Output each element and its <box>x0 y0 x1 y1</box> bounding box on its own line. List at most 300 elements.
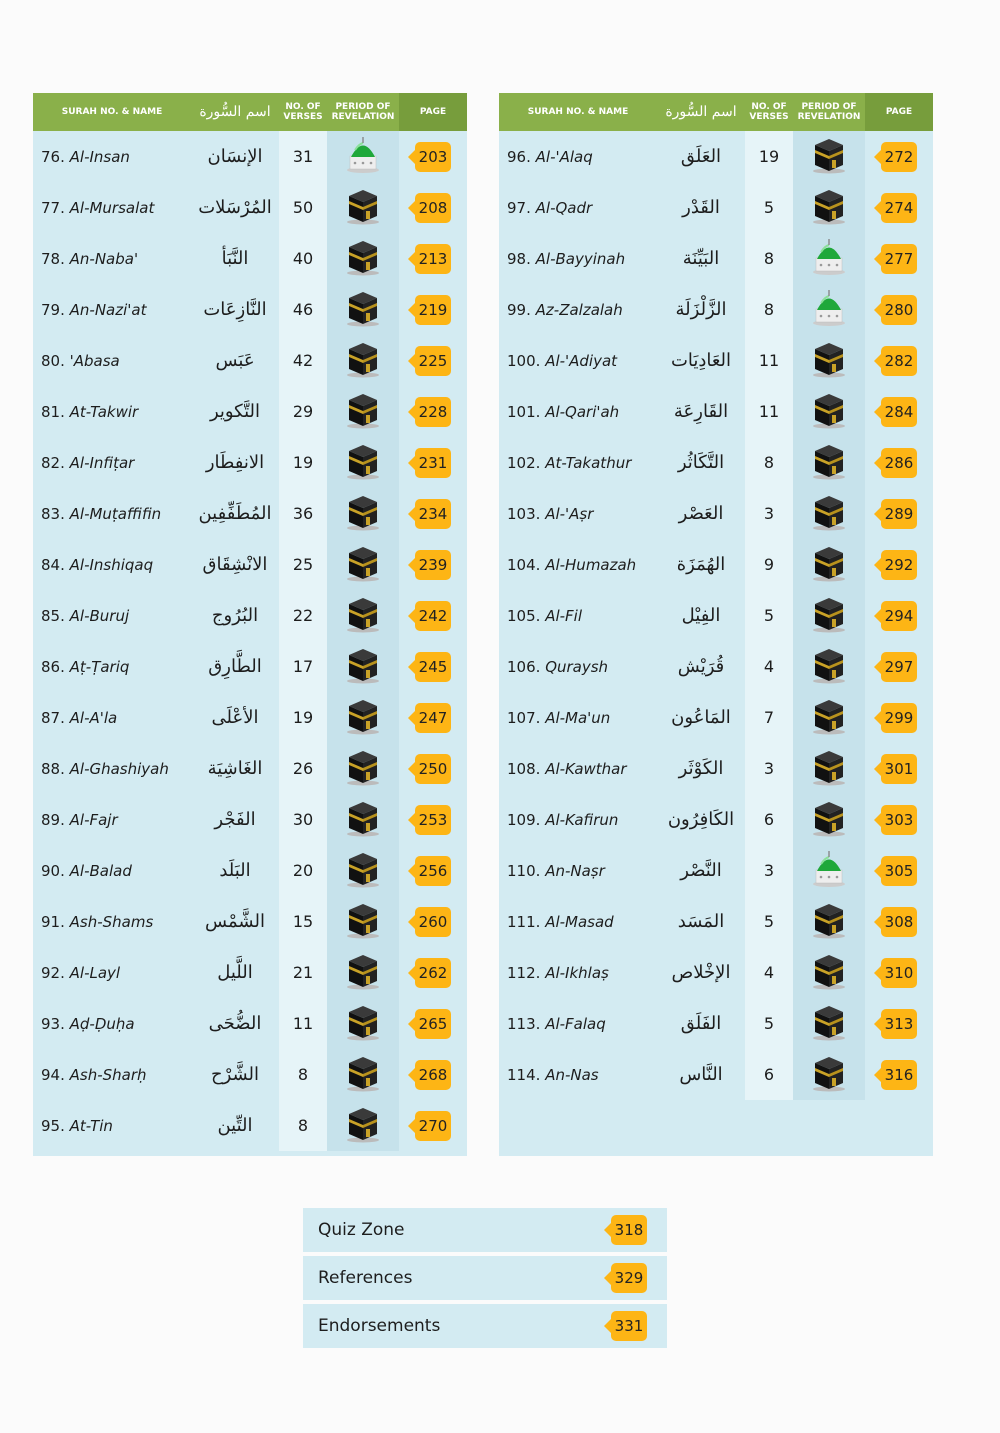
verse-count: 8 <box>745 284 793 335</box>
page-number-badge[interactable]: 280 <box>881 295 917 325</box>
makkah-kaaba-icon <box>811 136 847 178</box>
table-row[interactable] <box>33 794 467 845</box>
verse-count: 3 <box>745 845 793 896</box>
makkah-kaaba-icon <box>345 544 381 586</box>
surah-name <box>499 301 657 319</box>
arabic-name: النَّصْر <box>680 860 722 881</box>
surah-name <box>33 1015 191 1033</box>
revelation-period <box>327 590 399 641</box>
revelation-period <box>793 182 865 233</box>
page-number-badge[interactable]: 260 <box>415 907 451 937</box>
surah-name <box>499 352 657 370</box>
header-arabic: اسم السُّورة <box>199 104 271 120</box>
makkah-kaaba-icon <box>345 289 381 331</box>
surah-name <box>33 403 191 421</box>
table-row[interactable] <box>33 182 467 233</box>
revelation-period <box>793 794 865 845</box>
table-row[interactable] <box>499 488 933 539</box>
surah-name-text: Al-'Aṣr <box>545 504 594 523</box>
page-number-badge[interactable]: 303 <box>881 805 917 835</box>
extra-section-row[interactable] <box>303 1304 667 1348</box>
table-row[interactable] <box>33 233 467 284</box>
page-number-badge[interactable]: 318 <box>611 1215 647 1245</box>
surah-name-text: Al-'Alaq <box>535 147 593 166</box>
surah-number: 103. <box>507 504 541 523</box>
arabic-name: التِّين <box>217 1115 253 1136</box>
page-cell <box>865 692 933 743</box>
surah-name <box>499 250 657 268</box>
table-row[interactable] <box>33 1049 467 1100</box>
verse-count: 5 <box>745 182 793 233</box>
page-cell <box>399 1049 467 1100</box>
surah-name <box>499 556 657 574</box>
makkah-kaaba-icon <box>811 1054 847 1096</box>
surah-name <box>33 964 191 982</box>
surah-name-text: Aḍ-Ḍuḥa <box>69 1014 135 1033</box>
arabic-name: البَلَد <box>219 860 251 881</box>
verse-count: 11 <box>745 386 793 437</box>
surah-name-text: Al-Qari'ah <box>545 402 620 421</box>
revelation-period <box>793 998 865 1049</box>
arabic-name: النَّاس <box>679 1064 723 1085</box>
table-row[interactable] <box>499 590 933 641</box>
surah-name <box>499 862 657 880</box>
page-number-badge[interactable]: 329 <box>611 1263 647 1293</box>
page-number-badge[interactable]: 250 <box>415 754 451 784</box>
page-cell <box>865 233 933 284</box>
page-cell <box>399 590 467 641</box>
verse-count: 3 <box>745 488 793 539</box>
surah-name <box>499 403 657 421</box>
surah-name <box>499 1066 657 1084</box>
surah-name <box>33 148 191 166</box>
verse-count: 5 <box>745 998 793 1049</box>
arabic-name: عَبَس <box>215 350 255 371</box>
page-number-badge[interactable]: 247 <box>415 703 451 733</box>
table-row[interactable] <box>499 743 933 794</box>
verse-count: 6 <box>745 794 793 845</box>
surah-number: 87. <box>41 708 65 727</box>
revelation-period <box>327 233 399 284</box>
page-number-badge[interactable]: 313 <box>881 1009 917 1039</box>
arabic-name: الغَاشِيَة <box>207 758 263 779</box>
surah-name-text: Al-Insan <box>69 147 130 166</box>
table-body <box>33 131 467 1156</box>
surah-name-text: Al-Inshiqaq <box>69 555 154 574</box>
makkah-kaaba-icon <box>345 1105 381 1147</box>
table-row[interactable] <box>499 1049 933 1100</box>
makkah-kaaba-icon <box>811 1003 847 1045</box>
verse-count: 42 <box>279 335 327 386</box>
makkah-kaaba-icon <box>345 901 381 943</box>
surah-name-text: At-Takwir <box>69 402 139 421</box>
surah-name-text: Aṭ-Ṭariq <box>69 657 130 676</box>
arabic-name: الشَّرْح <box>210 1064 260 1085</box>
extra-section-row[interactable] <box>303 1256 667 1300</box>
verse-count: 29 <box>279 386 327 437</box>
table-row[interactable] <box>499 386 933 437</box>
page-number-badge[interactable]: 277 <box>881 244 917 274</box>
makkah-kaaba-icon <box>811 697 847 739</box>
verse-count: 8 <box>279 1049 327 1100</box>
page-number-badge[interactable]: 308 <box>881 907 917 937</box>
page-cell <box>399 386 467 437</box>
page-cell <box>865 743 933 794</box>
arabic-name: الضُّحَى <box>208 1013 262 1034</box>
table-row[interactable] <box>499 437 933 488</box>
table-row[interactable] <box>33 590 467 641</box>
page-number-badge[interactable]: 292 <box>881 550 917 580</box>
extra-section-row[interactable] <box>303 1208 667 1252</box>
revelation-period <box>327 1049 399 1100</box>
revelation-period <box>793 641 865 692</box>
makkah-kaaba-icon <box>811 595 847 637</box>
verse-count: 40 <box>279 233 327 284</box>
table-row[interactable] <box>499 284 933 335</box>
arabic-name: الإخْلاص <box>671 962 731 983</box>
surah-name <box>499 709 657 727</box>
surah-number: 99. <box>507 300 531 319</box>
table-row[interactable] <box>499 182 933 233</box>
surah-number: 104. <box>507 555 541 574</box>
surah-name-text: Ash-Sharḥ <box>69 1065 147 1084</box>
makkah-kaaba-icon <box>811 646 847 688</box>
madinah-dome-icon <box>811 238 847 280</box>
table-row[interactable] <box>499 233 933 284</box>
table-body <box>499 131 933 1156</box>
surah-name <box>499 811 657 829</box>
page-number-badge[interactable]: 268 <box>415 1060 451 1090</box>
page-cell <box>865 335 933 386</box>
verse-count: 20 <box>279 845 327 896</box>
arabic-name: القَدْر <box>682 197 720 218</box>
revelation-period <box>327 1100 399 1151</box>
table-row[interactable] <box>33 743 467 794</box>
table-row[interactable] <box>33 1100 467 1151</box>
verse-count: 19 <box>279 437 327 488</box>
revelation-period <box>793 539 865 590</box>
verse-count: 11 <box>745 335 793 386</box>
surah-number: 80. <box>41 351 65 370</box>
extra-section-label: Endorsements <box>318 1316 441 1336</box>
table-row[interactable] <box>33 539 467 590</box>
page-number-badge[interactable]: 228 <box>415 397 451 427</box>
surah-name-text: Al-Fajr <box>69 810 118 829</box>
revelation-period <box>327 896 399 947</box>
page-number-badge[interactable]: 256 <box>415 856 451 886</box>
arabic-name: الإنسَان <box>207 146 263 167</box>
arabic-name: الانْشِقَاق <box>202 554 268 575</box>
makkah-kaaba-icon <box>811 799 847 841</box>
surah-name-text: Al-Buruj <box>69 606 130 625</box>
page-cell <box>399 233 467 284</box>
revelation-period <box>793 437 865 488</box>
page-number-badge[interactable]: 219 <box>415 295 451 325</box>
revelation-period <box>793 488 865 539</box>
surah-name <box>499 1015 657 1033</box>
page-cell <box>399 692 467 743</box>
makkah-kaaba-icon <box>811 391 847 433</box>
header-name: SURAH NO. & NAME <box>61 107 163 117</box>
arabic-name: الأعْلَى <box>211 707 259 728</box>
verse-count: 26 <box>279 743 327 794</box>
surah-number: 106. <box>507 657 541 676</box>
arabic-name: التَّكَاثُر <box>677 452 725 473</box>
page-number-badge[interactable]: 274 <box>881 193 917 223</box>
makkah-kaaba-icon <box>811 442 847 484</box>
page-number-badge[interactable]: 239 <box>415 550 451 580</box>
table-row[interactable] <box>33 641 467 692</box>
surah-name <box>33 811 191 829</box>
surah-name-text: Al-Ghashiyah <box>69 759 169 778</box>
surah-number: 107. <box>507 708 541 727</box>
surah-number: 93. <box>41 1014 65 1033</box>
arabic-name: النَّازِعَات <box>203 299 267 320</box>
page-number-badge[interactable]: 272 <box>881 142 917 172</box>
surah-number: 92. <box>41 963 65 982</box>
makkah-kaaba-icon <box>345 952 381 994</box>
table-row[interactable] <box>33 845 467 896</box>
surah-name <box>499 199 657 217</box>
surah-name-text: Az-Zalzalah <box>535 300 623 319</box>
page-number-badge[interactable]: 299 <box>881 703 917 733</box>
revelation-period <box>327 182 399 233</box>
surah-name <box>33 658 191 676</box>
surah-name-text: Al-'Adiyat <box>545 351 618 370</box>
page-number-badge[interactable]: 234 <box>415 499 451 529</box>
page-cell <box>399 539 467 590</box>
page-number-badge[interactable]: 245 <box>415 652 451 682</box>
page-number-badge[interactable]: 270 <box>415 1111 451 1141</box>
page-number-badge[interactable]: 284 <box>881 397 917 427</box>
surah-name-text: Al-Qadr <box>535 198 593 217</box>
revelation-period <box>793 335 865 386</box>
table-row[interactable] <box>499 794 933 845</box>
page-cell <box>865 641 933 692</box>
revelation-period <box>327 947 399 998</box>
page-cell <box>865 386 933 437</box>
page-number-badge[interactable]: 286 <box>881 448 917 478</box>
surah-name-text: Al-Infiṭar <box>69 453 135 472</box>
arabic-name: المَسَد <box>677 911 725 932</box>
surah-number: 109. <box>507 810 541 829</box>
header-verses: NO. OF VERSES <box>283 102 323 122</box>
page-cell <box>399 284 467 335</box>
makkah-kaaba-icon <box>811 544 847 586</box>
page-number-badge[interactable]: 265 <box>415 1009 451 1039</box>
surah-name-text: Al-A'la <box>69 708 118 727</box>
table-row[interactable] <box>33 488 467 539</box>
surah-name-text: Quraysh <box>545 657 609 676</box>
header-arabic: اسم السُّورة <box>665 104 737 120</box>
table-row[interactable] <box>33 692 467 743</box>
page-number-badge[interactable]: 282 <box>881 346 917 376</box>
page-number-badge[interactable]: 305 <box>881 856 917 886</box>
madinah-dome-icon <box>345 136 381 178</box>
table-row[interactable] <box>33 947 467 998</box>
arabic-name: الشَّمْس <box>205 911 265 932</box>
arabic-name: البَيِّنَة <box>682 248 720 269</box>
verse-count: 25 <box>279 539 327 590</box>
surah-name <box>499 607 657 625</box>
surah-number: 77. <box>41 198 65 217</box>
verse-count: 22 <box>279 590 327 641</box>
surah-number: 98. <box>507 249 531 268</box>
surah-name <box>33 1117 191 1135</box>
surah-number: 97. <box>507 198 531 217</box>
table-row[interactable] <box>499 947 933 998</box>
surah-name <box>33 199 191 217</box>
table-row[interactable] <box>33 998 467 1049</box>
arabic-name: التَّكوير <box>209 401 261 422</box>
page-number-badge[interactable]: 225 <box>415 346 451 376</box>
page-number-badge[interactable]: 208 <box>415 193 451 223</box>
page-cell <box>399 896 467 947</box>
surah-number: 110. <box>507 861 541 880</box>
page-cell <box>399 641 467 692</box>
surah-name <box>499 964 657 982</box>
page-cell <box>865 947 933 998</box>
verse-count: 21 <box>279 947 327 998</box>
table-row[interactable] <box>33 437 467 488</box>
page-number-badge[interactable]: 203 <box>415 142 451 172</box>
extra-section-label: Quiz Zone <box>318 1220 405 1240</box>
page-number-badge[interactable]: 213 <box>415 244 451 274</box>
page-number-badge[interactable]: 231 <box>415 448 451 478</box>
surah-number: 94. <box>41 1065 65 1084</box>
makkah-kaaba-icon <box>345 187 381 229</box>
table-row[interactable] <box>499 896 933 947</box>
verse-count: 8 <box>279 1100 327 1151</box>
revelation-period <box>793 896 865 947</box>
page-cell <box>865 794 933 845</box>
page-cell <box>865 1049 933 1100</box>
surah-number: 78. <box>41 249 65 268</box>
extra-sections <box>303 1208 667 1352</box>
verse-count: 8 <box>745 233 793 284</box>
revelation-period <box>327 641 399 692</box>
toc-table-right <box>499 93 933 1156</box>
revelation-period <box>327 845 399 896</box>
page-number-badge[interactable]: 310 <box>881 958 917 988</box>
table-row[interactable] <box>33 386 467 437</box>
revelation-period <box>327 488 399 539</box>
table-row[interactable] <box>499 539 933 590</box>
revelation-period <box>793 692 865 743</box>
page-cell <box>399 794 467 845</box>
table-row[interactable] <box>499 845 933 896</box>
verse-count: 3 <box>745 743 793 794</box>
surah-name <box>499 760 657 778</box>
madinah-dome-icon <box>811 289 847 331</box>
makkah-kaaba-icon <box>345 391 381 433</box>
arabic-name: المَاعُون <box>671 707 731 728</box>
surah-name <box>33 913 191 931</box>
arabic-name: البُرُوج <box>211 605 259 626</box>
makkah-kaaba-icon <box>345 646 381 688</box>
surah-name <box>499 658 657 676</box>
surah-number: 89. <box>41 810 65 829</box>
table-row[interactable] <box>499 998 933 1049</box>
surah-name-text: Al-Ikhlaṣ <box>545 963 609 982</box>
arabic-name: المُرْسَلات <box>198 197 272 218</box>
surah-name-text: Al-Fil <box>545 606 582 625</box>
verse-count: 19 <box>745 131 793 182</box>
page-number-badge[interactable]: 262 <box>415 958 451 988</box>
table-row[interactable] <box>33 284 467 335</box>
page-cell <box>865 131 933 182</box>
surah-name-text: An-Nazi'at <box>69 300 147 319</box>
page-number-badge[interactable]: 331 <box>611 1311 647 1341</box>
verse-count: 6 <box>745 1049 793 1100</box>
verse-count: 17 <box>279 641 327 692</box>
surah-name-text: Al-Muṭaffifin <box>69 504 162 523</box>
arabic-name: العَلَق <box>680 146 722 167</box>
surah-number: 114. <box>507 1065 541 1084</box>
page-number-badge[interactable]: 316 <box>881 1060 917 1090</box>
page-number-badge[interactable]: 301 <box>881 754 917 784</box>
table-row[interactable] <box>33 335 467 386</box>
arabic-name: النَّبَأ <box>221 248 249 269</box>
surah-name-text: An-Naṣr <box>545 861 605 880</box>
surah-name <box>33 709 191 727</box>
revelation-period <box>793 386 865 437</box>
table-row[interactable] <box>499 131 933 182</box>
surah-number: 111. <box>507 912 541 931</box>
revelation-period <box>793 233 865 284</box>
surah-name <box>33 250 191 268</box>
table-row[interactable] <box>33 896 467 947</box>
verse-count: 5 <box>745 896 793 947</box>
table-row[interactable] <box>33 131 467 182</box>
revelation-period <box>327 284 399 335</box>
makkah-kaaba-icon <box>345 799 381 841</box>
arabic-name: الفِيْل <box>681 605 721 626</box>
table-row[interactable] <box>499 692 933 743</box>
header-name: SURAH NO. & NAME <box>527 107 629 117</box>
arabic-name: الكَافِرُون <box>667 809 735 830</box>
page-cell <box>865 488 933 539</box>
table-row[interactable] <box>499 335 933 386</box>
makkah-kaaba-icon <box>345 442 381 484</box>
surah-name-text: 'Abasa <box>69 351 120 370</box>
toc-table-left <box>33 93 467 1156</box>
page-number-badge[interactable]: 253 <box>415 805 451 835</box>
page-number-badge[interactable]: 297 <box>881 652 917 682</box>
page-cell <box>399 335 467 386</box>
surah-number: 108. <box>507 759 541 778</box>
surah-name <box>33 505 191 523</box>
page-cell <box>399 998 467 1049</box>
verse-count: 4 <box>745 641 793 692</box>
surah-number: 90. <box>41 861 65 880</box>
verse-count: 5 <box>745 590 793 641</box>
surah-name-text: Al-Balad <box>69 861 132 880</box>
page-number-badge[interactable]: 242 <box>415 601 451 631</box>
verse-count: 9 <box>745 539 793 590</box>
makkah-kaaba-icon <box>345 697 381 739</box>
revelation-period <box>793 947 865 998</box>
page-cell <box>399 488 467 539</box>
surah-name-text: At-Tin <box>69 1116 113 1135</box>
surah-number: 83. <box>41 504 65 523</box>
page-number-badge[interactable]: 289 <box>881 499 917 529</box>
page-cell <box>865 437 933 488</box>
page-number-badge[interactable]: 294 <box>881 601 917 631</box>
surah-number: 112. <box>507 963 541 982</box>
surah-name <box>33 301 191 319</box>
table-row[interactable] <box>499 641 933 692</box>
